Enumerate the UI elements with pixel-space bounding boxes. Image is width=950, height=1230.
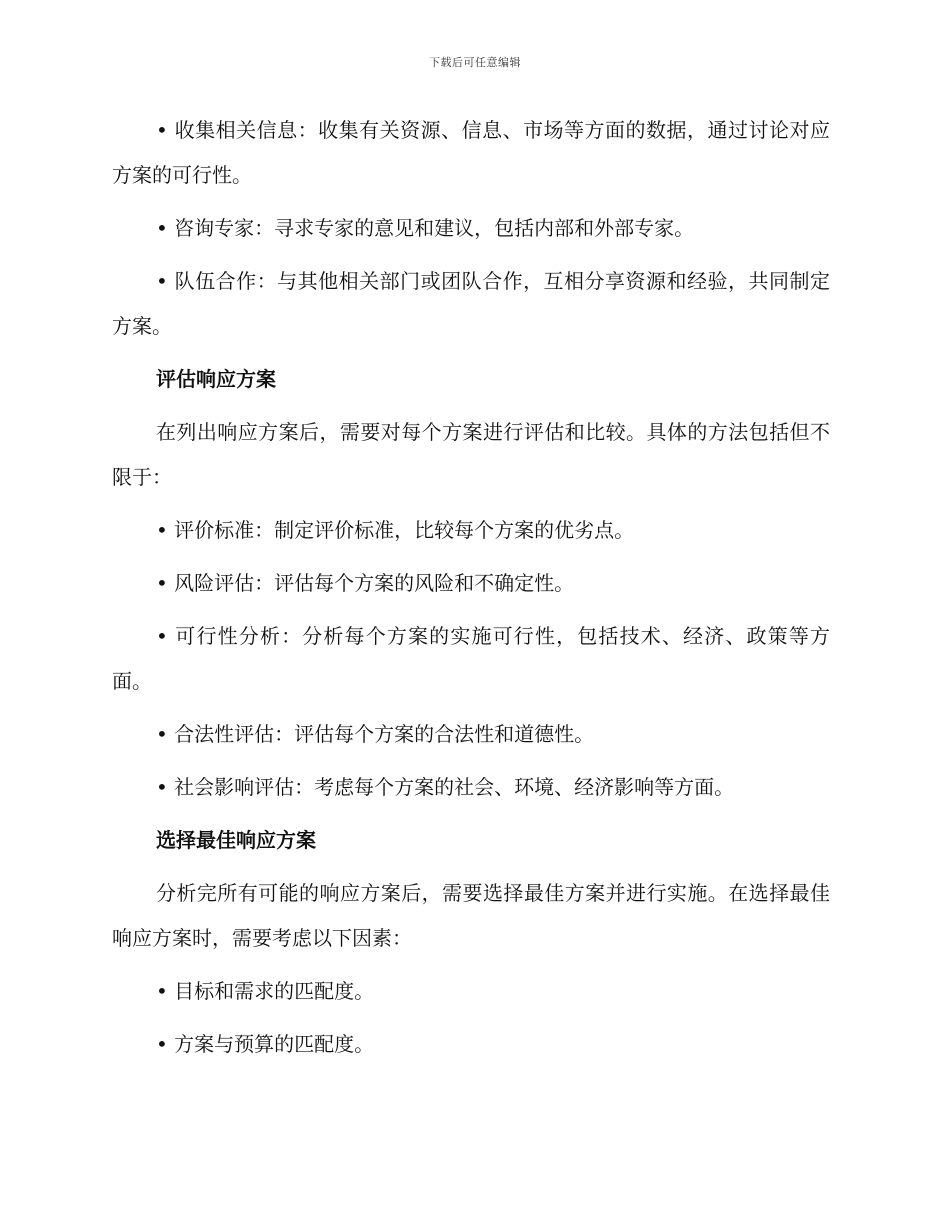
- bullet-consult-experts: • 咨询专家：寻求专家的意见和建议，包括内部和外部专家。: [156, 216, 695, 240]
- page-header: 下载后可任意编辑: [429, 56, 521, 69]
- document-body: [112, 108, 830, 1067]
- bullet-goal-match: • 目标和需求的匹配度。: [156, 979, 375, 1003]
- bullet-budget-match: • 方案与预算的匹配度。: [156, 1032, 375, 1056]
- bullet-social-impact: • 社会影响评估：考虑每个方案的社会、环境、经济影响等方面。: [156, 775, 735, 799]
- bullet-team-cooperation: • 队伍合作：与其他相关部门或团队合作，互相分享资源和经验，共同制定方案。: [112, 269, 830, 338]
- bullet-risk-assessment: • 风险评估：评估每个方案的风险和不确定性。: [156, 571, 575, 595]
- bullet-evaluation-criteria: • 评价标准：制定评价标准，比较每个方案的优劣点。: [156, 518, 635, 542]
- section-heading-evaluate: 评估响应方案: [156, 367, 276, 391]
- bullet-legality-assessment: • 合法性评估：评估每个方案的合法性和道德性。: [156, 722, 595, 746]
- bullet-collect-info: • 收集相关信息：收集有关资源、信息、市场等方面的数据，通过讨论对应方案的可行性。: [112, 118, 830, 187]
- select-intro-paragraph: 分析完所有可能的响应方案后，需要选择最佳方案并进行实施。在选择最佳响应方案时，需要考虑以下因素：: [112, 881, 830, 950]
- bullet-feasibility-analysis: • 可行性分析：分析每个方案的实施可行性，包括技术、经济、政策等方面。: [112, 624, 830, 693]
- section-heading-select-best: 选择最佳响应方案: [156, 828, 316, 852]
- evaluate-intro-paragraph: 在列出响应方案后，需要对每个方案进行评估和比较。具体的方法包括但不限于：: [112, 420, 830, 489]
